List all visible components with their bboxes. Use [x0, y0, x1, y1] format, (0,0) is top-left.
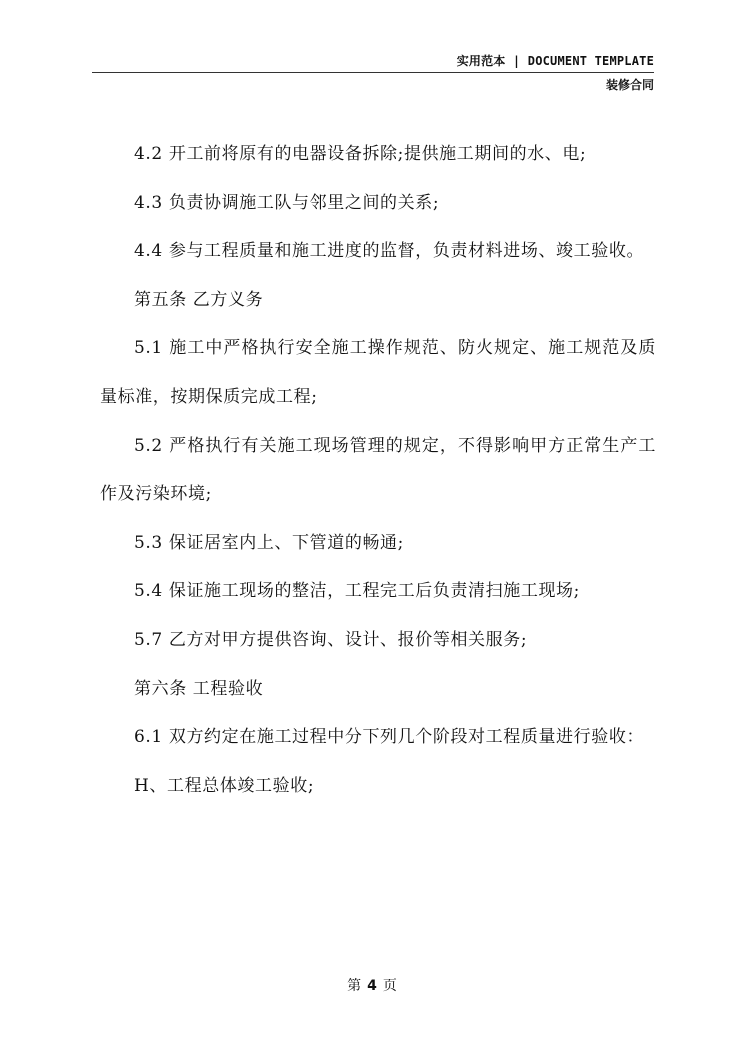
paragraph-4-4: 4.4 参与工程质量和施工进度的监督，负责材料进场、竣工验收。	[134, 241, 645, 262]
page-number-suffix: 页	[382, 978, 397, 994]
paragraph-4-3: 4.3 负责协调施工队与邻里之间的关系;	[134, 192, 440, 213]
paragraph-h: H、工程总体竣工验收;	[134, 775, 315, 796]
header-divider	[92, 72, 654, 73]
paragraph-5-4: 5.4 保证施工现场的整洁，工程完工后负责清扫施工现场;	[134, 581, 580, 602]
paragraph-6-1: 6.1 双方约定在施工过程中分下列几个阶段对工程质量进行验收：	[134, 727, 645, 748]
header-subtitle: 装修合同	[605, 78, 654, 92]
paragraph-5-7: 5.7 乙方对甲方提供咨询、设计、报价等相关服务;	[134, 629, 528, 650]
paragraph-5-2: 5.2 严格执行有关施工现场管理的规定，不得影响甲方正常生产工作及污染环境;	[100, 435, 656, 505]
page-number: 4	[367, 978, 377, 994]
page-header	[92, 52, 654, 92]
paragraph-5-1: 5.1 施工中严格执行安全施工操作规范、防火规定、施工规范及质量标准，按期保质完成工程;	[100, 338, 656, 407]
paragraph-5-3: 5.3 保证居室内上、下管道的畅通;	[134, 532, 404, 553]
section-heading-article-6: 第六条 工程验收	[134, 678, 264, 699]
page-number-prefix: 第	[347, 978, 362, 994]
paragraph-4-2: 4.2 开工前将原有的电器设备拆除;提供施工期间的水、电;	[134, 144, 587, 164]
page-footer	[0, 975, 744, 995]
header-title: 实用范本 | DOCUMENT TEMPLATE	[456, 54, 654, 68]
section-heading-article-5: 第五条 乙方义务	[134, 289, 264, 310]
document-body	[100, 130, 656, 810]
